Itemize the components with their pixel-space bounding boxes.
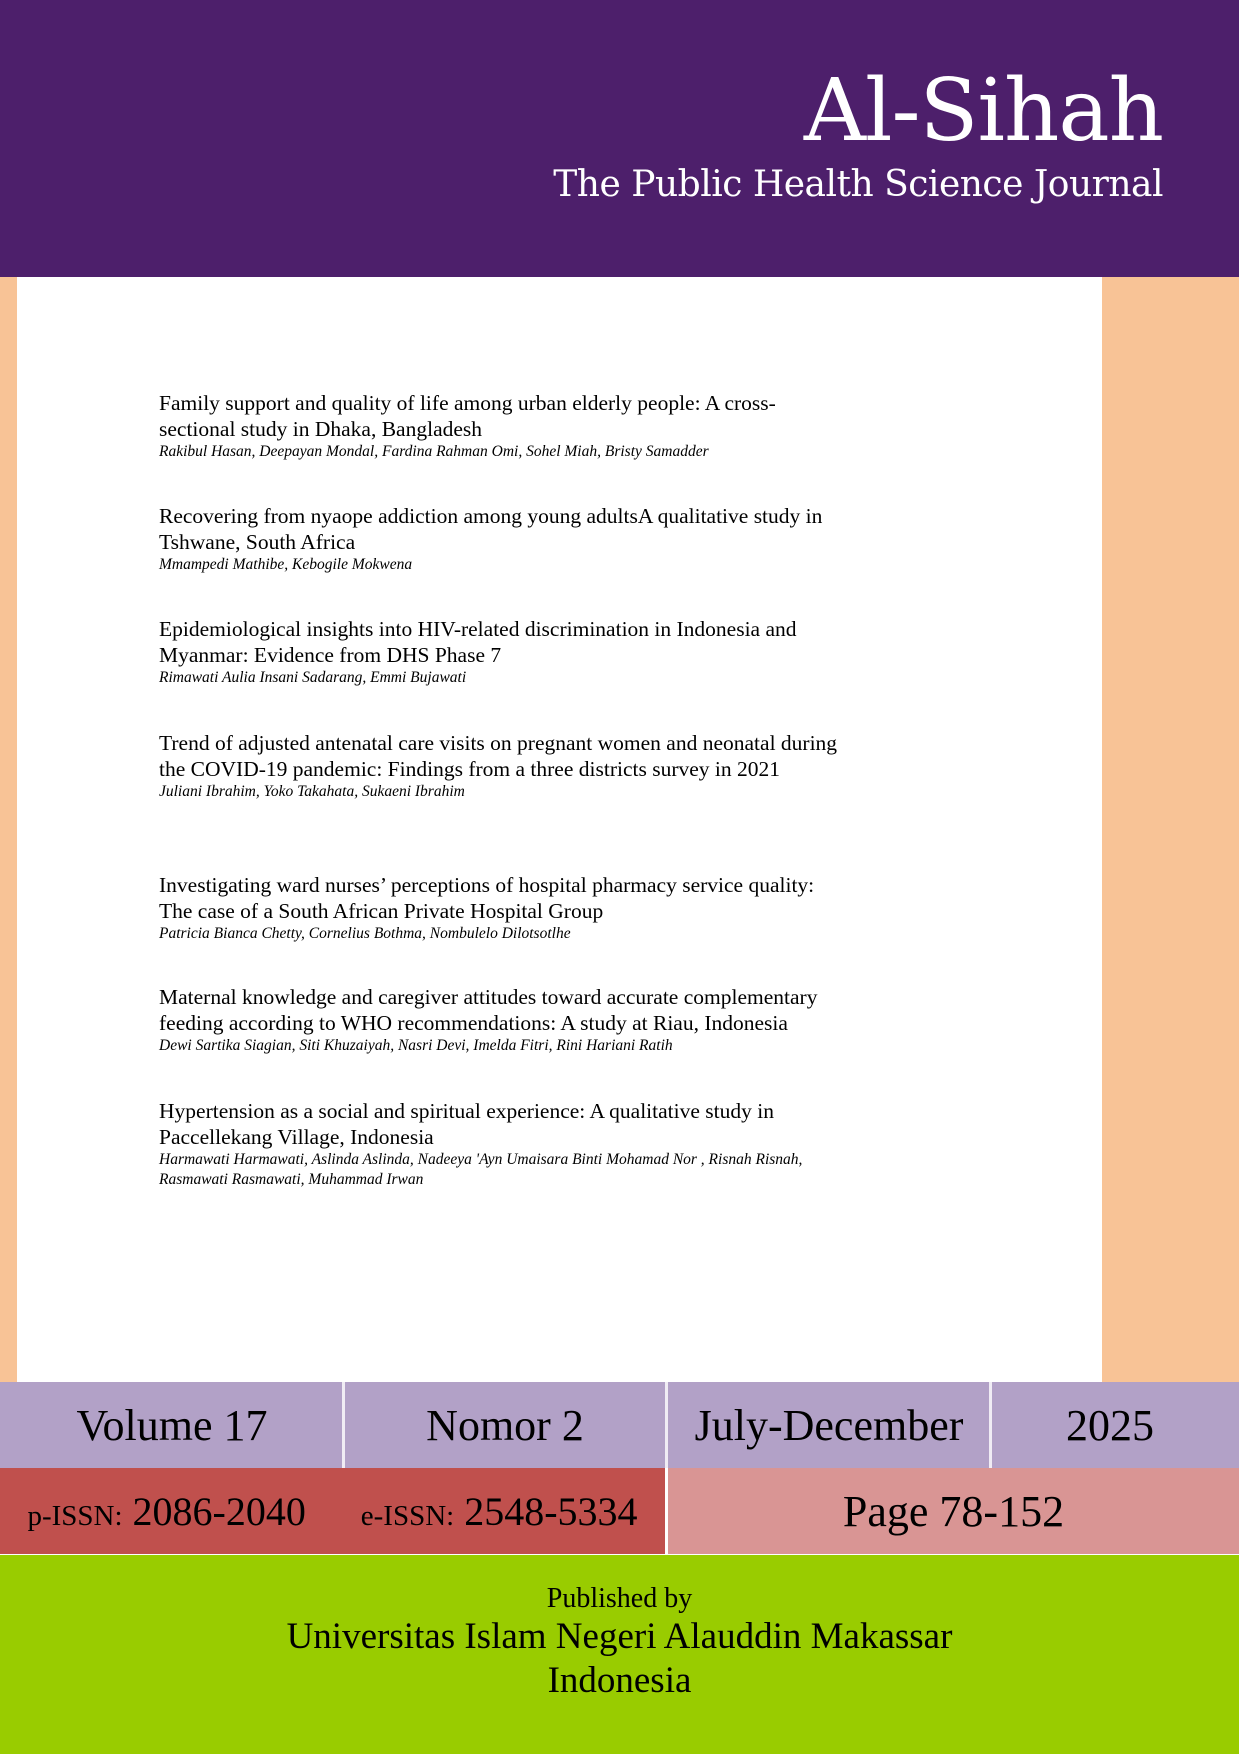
e-issn: e-ISSN: 2548-5334 xyxy=(360,1488,638,1534)
article-authors: Dewi Sartika Siagian, Siti Khuzaiyah, Nasri Devi, Imelda Fitri, Rini Hariani Ratih xyxy=(159,1037,673,1054)
issue-number: Nomor 2 xyxy=(426,1400,584,1450)
issue-period: July-December xyxy=(694,1400,964,1450)
journal-header xyxy=(0,0,1239,277)
article-entry xyxy=(159,616,859,688)
article-entry xyxy=(159,984,859,1056)
article-entry xyxy=(159,390,859,462)
publisher-country: Indonesia xyxy=(547,1660,692,1701)
article-authors: Rimawati Aulia Insani Sadarang, Emmi Bujawati xyxy=(159,669,467,686)
article-authors: Mmampedi Mathibe, Kebogile Mokwena xyxy=(159,556,413,573)
article-authors: Juliani Ibrahim, Yoko Takahata, Sukaeni Ibrahim xyxy=(159,783,465,800)
left-border-strip xyxy=(0,277,17,1382)
article-authors: Harmawati Harmawati, Aslinda Aslinda, Nadeeya 'Ayn Umaisara Binti Mohamad Nor , Risnah Risnah, Rasmawati Rasmawati, Muhammad Irwan xyxy=(159,1151,803,1188)
issue-year: 2025 xyxy=(1066,1400,1154,1450)
article-title: Investigating ward nurses’ perceptions of hospital pharmacy service quality: The case of a South African Private Hospital Group xyxy=(159,873,815,923)
publisher-name: Universitas Islam Negeri Alauddin Makassar xyxy=(286,1616,953,1657)
article-authors: Rakibul Hasan, Deepayan Mondal, Fardina Rahman Omi, Sohel Miah, Bristy Samadder xyxy=(159,443,709,460)
article-title: Maternal knowledge and caregiver attitudes toward accurate complementary feeding according to WHO recommendations: A study at Riau, Indonesia xyxy=(159,985,818,1035)
published-by-label: Published by xyxy=(546,1583,693,1614)
article-title: Recovering from nyaope addiction among young adultsA qualitative study in Tshwane, South Africa xyxy=(159,504,823,554)
article-entry xyxy=(159,730,859,802)
page-range: Page 78-152 xyxy=(668,1468,1239,1554)
article-authors: Patricia Bianca Chetty, Cornelius Bothma, Nombulelo Dilotsotlhe xyxy=(159,925,571,942)
article-title: Hypertension as a social and spiritual experience: A qualitative study in Paccellekang Village, Indonesia xyxy=(159,1099,774,1149)
p-issn: p-ISSN: 2086-2040 xyxy=(27,1488,306,1534)
publisher-footer xyxy=(0,1555,1239,1754)
issue-info-bar xyxy=(0,1382,1239,1468)
article-title: Epidemiological insights into HIV-related discrimination in Indonesia and Myanmar: Evidence from DHS Phase 7 xyxy=(159,617,797,667)
article-entry xyxy=(159,872,859,944)
journal-title: Al-Sihah xyxy=(803,61,1163,161)
volume: Volume 17 xyxy=(76,1400,268,1450)
journal-subtitle: The Public Health Science Journal xyxy=(553,164,1163,205)
issn-bar xyxy=(0,1468,665,1554)
article-title: Trend of adjusted antenatal care visits on pregnant women and neonatal during the COVID-19 pandemic: Findings from a three districts survey in 2021 xyxy=(159,731,838,781)
right-border-strip xyxy=(1102,277,1239,1382)
article-entry xyxy=(159,503,859,575)
article-entry xyxy=(159,1098,859,1190)
article-title: Family support and quality of life among urban elderly people: A cross-sectional study in Dhaka, Bangladesh xyxy=(159,391,776,441)
